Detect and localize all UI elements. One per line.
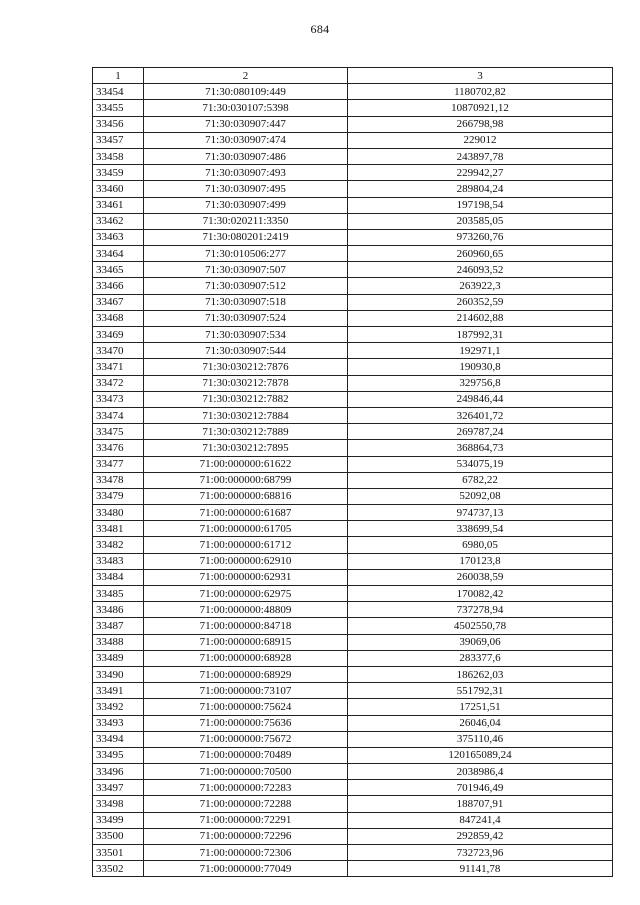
row-number-cell: 33454 (93, 84, 144, 100)
row-number-cell: 33497 (93, 780, 144, 796)
value-cell: 737278,94 (348, 602, 613, 618)
cadastral-number-cell: 71:00:000000:68915 (144, 634, 348, 650)
cadastral-number-cell: 71:30:010506:277 (144, 246, 348, 262)
cadastral-number-cell: 71:00:000000:62931 (144, 569, 348, 585)
cadastral-number-cell: 71:00:000000:75636 (144, 715, 348, 731)
cadastral-number-cell: 71:00:000000:68799 (144, 472, 348, 488)
row-number-cell: 33456 (93, 116, 144, 132)
table-body (93, 84, 613, 877)
table-row (93, 375, 613, 391)
cadastral-number-cell: 71:30:030907:512 (144, 278, 348, 294)
value-cell: 52092,08 (348, 488, 613, 504)
row-number-cell: 33481 (93, 521, 144, 537)
value-cell: 4502550,78 (348, 618, 613, 634)
row-number-cell: 33491 (93, 683, 144, 699)
table-row (93, 845, 613, 861)
column-header-3: 3 (348, 68, 613, 84)
row-number-cell: 33470 (93, 343, 144, 359)
row-number-cell: 33485 (93, 586, 144, 602)
value-cell: 534075,19 (348, 456, 613, 472)
row-number-cell: 33460 (93, 181, 144, 197)
value-cell: 6782,22 (348, 472, 613, 488)
value-cell: 375110,46 (348, 731, 613, 747)
value-cell: 39069,06 (348, 634, 613, 650)
value-cell: 246093,52 (348, 262, 613, 278)
table-row (93, 343, 613, 359)
cadastral-number-cell: 71:00:000000:72291 (144, 812, 348, 828)
table-row (93, 488, 613, 504)
value-cell: 283377,6 (348, 650, 613, 666)
cadastral-number-cell: 71:30:030212:7882 (144, 391, 348, 407)
table-row (93, 796, 613, 812)
cadastral-number-cell: 71:30:030907:507 (144, 262, 348, 278)
table-row (93, 391, 613, 407)
value-cell: 91141,78 (348, 861, 613, 877)
cadastral-number-cell: 71:30:030907:474 (144, 132, 348, 148)
table-row (93, 440, 613, 456)
row-number-cell: 33457 (93, 132, 144, 148)
cadastral-number-cell: 71:00:000000:70489 (144, 747, 348, 763)
table-row (93, 310, 613, 326)
row-number-cell: 33468 (93, 310, 144, 326)
row-number-cell: 33496 (93, 764, 144, 780)
value-cell: 10870921,12 (348, 100, 613, 116)
table-row (93, 521, 613, 537)
table-row (93, 747, 613, 763)
cadastral-number-cell: 71:00:000000:72288 (144, 796, 348, 812)
value-cell: 269787,24 (348, 424, 613, 440)
row-number-cell: 33473 (93, 391, 144, 407)
table-row (93, 148, 613, 164)
cadastral-number-cell: 71:00:000000:73107 (144, 683, 348, 699)
row-number-cell: 33480 (93, 505, 144, 521)
table-row (93, 213, 613, 229)
table-row (93, 456, 613, 472)
value-cell: 551792,31 (348, 683, 613, 699)
row-number-cell: 33455 (93, 100, 144, 116)
table-row (93, 505, 613, 521)
value-cell: 186262,03 (348, 666, 613, 682)
cadastral-number-cell: 71:00:000000:70500 (144, 764, 348, 780)
value-cell: 190930,8 (348, 359, 613, 375)
value-cell: 249846,44 (348, 391, 613, 407)
value-cell: 263922,3 (348, 278, 613, 294)
row-number-cell: 33464 (93, 246, 144, 262)
table-row (93, 828, 613, 844)
table-row (93, 683, 613, 699)
cadastral-number-cell: 71:30:030907:499 (144, 197, 348, 213)
value-cell: 214602,88 (348, 310, 613, 326)
column-header-2: 2 (144, 68, 348, 84)
value-cell: 973260,76 (348, 229, 613, 245)
table-row (93, 731, 613, 747)
data-table (92, 67, 613, 877)
cadastral-number-cell: 71:00:000000:75624 (144, 699, 348, 715)
column-header-1: 1 (93, 68, 144, 84)
row-number-cell: 33488 (93, 634, 144, 650)
value-cell: 170082,42 (348, 586, 613, 602)
row-number-cell: 33501 (93, 845, 144, 861)
table-row (93, 537, 613, 553)
row-number-cell: 33502 (93, 861, 144, 877)
cadastral-number-cell: 71:00:000000:68929 (144, 666, 348, 682)
table-row (93, 229, 613, 245)
table-row (93, 812, 613, 828)
value-cell: 260352,59 (348, 294, 613, 310)
row-number-cell: 33484 (93, 569, 144, 585)
table-row (93, 84, 613, 100)
row-number-cell: 33461 (93, 197, 144, 213)
cadastral-number-cell: 71:30:030107:5398 (144, 100, 348, 116)
cadastral-number-cell: 71:00:000000:62910 (144, 553, 348, 569)
cadastral-number-cell: 71:00:000000:77049 (144, 861, 348, 877)
row-number-cell: 33477 (93, 456, 144, 472)
table-row (93, 764, 613, 780)
cadastral-number-cell: 71:30:030907:534 (144, 327, 348, 343)
cadastral-number-cell: 71:00:000000:62975 (144, 586, 348, 602)
row-number-cell: 33472 (93, 375, 144, 391)
cadastral-number-cell: 71:30:030907:524 (144, 310, 348, 326)
cadastral-number-cell: 71:30:030212:7895 (144, 440, 348, 456)
value-cell: 229012 (348, 132, 613, 148)
table-row (93, 165, 613, 181)
value-cell: 26046,04 (348, 715, 613, 731)
row-number-cell: 33490 (93, 666, 144, 682)
row-number-cell: 33463 (93, 229, 144, 245)
value-cell: 260960,65 (348, 246, 613, 262)
value-cell: 260038,59 (348, 569, 613, 585)
value-cell: 326401,72 (348, 407, 613, 423)
value-cell: 732723,96 (348, 845, 613, 861)
value-cell: 170123,8 (348, 553, 613, 569)
row-number-cell: 33498 (93, 796, 144, 812)
row-number-cell: 33487 (93, 618, 144, 634)
row-number-cell: 33500 (93, 828, 144, 844)
cadastral-number-cell: 71:00:000000:61622 (144, 456, 348, 472)
table-row (93, 278, 613, 294)
cadastral-number-cell: 71:00:000000:61705 (144, 521, 348, 537)
table-row (93, 569, 613, 585)
value-cell: 974737,13 (348, 505, 613, 521)
table-row (93, 553, 613, 569)
page-number: 684 (310, 22, 330, 36)
cadastral-number-cell: 71:30:030907:495 (144, 181, 348, 197)
table-row (93, 294, 613, 310)
row-number-cell: 33465 (93, 262, 144, 278)
table-row (93, 618, 613, 634)
cadastral-number-cell: 71:30:030907:447 (144, 116, 348, 132)
value-cell: 2038986,4 (348, 764, 613, 780)
value-cell: 203585,05 (348, 213, 613, 229)
value-cell: 1180702,82 (348, 84, 613, 100)
row-number-cell: 33492 (93, 699, 144, 715)
table-row (93, 359, 613, 375)
cadastral-number-cell: 71:30:030212:7876 (144, 359, 348, 375)
cadastral-number-cell: 71:30:030907:493 (144, 165, 348, 181)
table-row (93, 100, 613, 116)
cadastral-number-cell: 71:30:030907:544 (144, 343, 348, 359)
value-cell: 368864,73 (348, 440, 613, 456)
row-number-cell: 33486 (93, 602, 144, 618)
row-number-cell: 33467 (93, 294, 144, 310)
cadastral-number-cell: 71:00:000000:68928 (144, 650, 348, 666)
cadastral-number-cell: 71:30:080109:449 (144, 84, 348, 100)
table-row (93, 197, 613, 213)
cadastral-number-cell: 71:30:030212:7884 (144, 407, 348, 423)
row-number-cell: 33499 (93, 812, 144, 828)
table-row (93, 407, 613, 423)
cadastral-number-cell: 71:30:020211:3350 (144, 213, 348, 229)
header-row (93, 68, 613, 84)
table-row (93, 715, 613, 731)
value-cell: 243897,78 (348, 148, 613, 164)
cadastral-number-cell: 71:00:000000:75672 (144, 731, 348, 747)
cadastral-number-cell: 71:00:000000:72283 (144, 780, 348, 796)
value-cell: 192971,1 (348, 343, 613, 359)
cadastral-number-cell: 71:30:030907:486 (144, 148, 348, 164)
value-cell: 266798,98 (348, 116, 613, 132)
table-row (93, 666, 613, 682)
table-row (93, 246, 613, 262)
row-number-cell: 33466 (93, 278, 144, 294)
table-row (93, 132, 613, 148)
table-row (93, 116, 613, 132)
cadastral-number-cell: 71:00:000000:68816 (144, 488, 348, 504)
value-cell: 187992,31 (348, 327, 613, 343)
table-row (93, 472, 613, 488)
cadastral-number-cell: 71:00:000000:61712 (144, 537, 348, 553)
row-number-cell: 33476 (93, 440, 144, 456)
row-number-cell: 33493 (93, 715, 144, 731)
value-cell: 229942,27 (348, 165, 613, 181)
table-header (93, 68, 613, 84)
table-row (93, 602, 613, 618)
row-number-cell: 33479 (93, 488, 144, 504)
row-number-cell: 33482 (93, 537, 144, 553)
table-row (93, 181, 613, 197)
cadastral-number-cell: 71:30:030212:7889 (144, 424, 348, 440)
value-cell: 847241,4 (348, 812, 613, 828)
cadastral-number-cell: 71:30:080201:2419 (144, 229, 348, 245)
row-number-cell: 33483 (93, 553, 144, 569)
cadastral-number-cell: 71:00:000000:48809 (144, 602, 348, 618)
row-number-cell: 33474 (93, 407, 144, 423)
value-cell: 17251,51 (348, 699, 613, 715)
row-number-cell: 33475 (93, 424, 144, 440)
cadastral-number-cell: 71:30:030907:518 (144, 294, 348, 310)
value-cell: 289804,24 (348, 181, 613, 197)
value-cell: 701946,49 (348, 780, 613, 796)
value-cell: 292859,42 (348, 828, 613, 844)
row-number-cell: 33462 (93, 213, 144, 229)
table-row (93, 327, 613, 343)
table-row (93, 699, 613, 715)
row-number-cell: 33469 (93, 327, 144, 343)
table-row (93, 780, 613, 796)
value-cell: 329756,8 (348, 375, 613, 391)
row-number-cell: 33458 (93, 148, 144, 164)
table-row (93, 650, 613, 666)
table-row (93, 424, 613, 440)
cadastral-number-cell: 71:00:000000:72296 (144, 828, 348, 844)
table-row (93, 262, 613, 278)
row-number-cell: 33489 (93, 650, 144, 666)
table-row (93, 861, 613, 877)
row-number-cell: 33459 (93, 165, 144, 181)
value-cell: 338699,54 (348, 521, 613, 537)
value-cell: 188707,91 (348, 796, 613, 812)
value-cell: 197198,54 (348, 197, 613, 213)
table-row (93, 586, 613, 602)
row-number-cell: 33495 (93, 747, 144, 763)
table-row (93, 634, 613, 650)
row-number-cell: 33494 (93, 731, 144, 747)
row-number-cell: 33478 (93, 472, 144, 488)
cadastral-number-cell: 71:30:030212:7878 (144, 375, 348, 391)
cadastral-number-cell: 71:00:000000:72306 (144, 845, 348, 861)
row-number-cell: 33471 (93, 359, 144, 375)
cadastral-number-cell: 71:00:000000:84718 (144, 618, 348, 634)
cadastral-number-cell: 71:00:000000:61687 (144, 505, 348, 521)
value-cell: 120165089,24 (348, 747, 613, 763)
value-cell: 6980,05 (348, 537, 613, 553)
